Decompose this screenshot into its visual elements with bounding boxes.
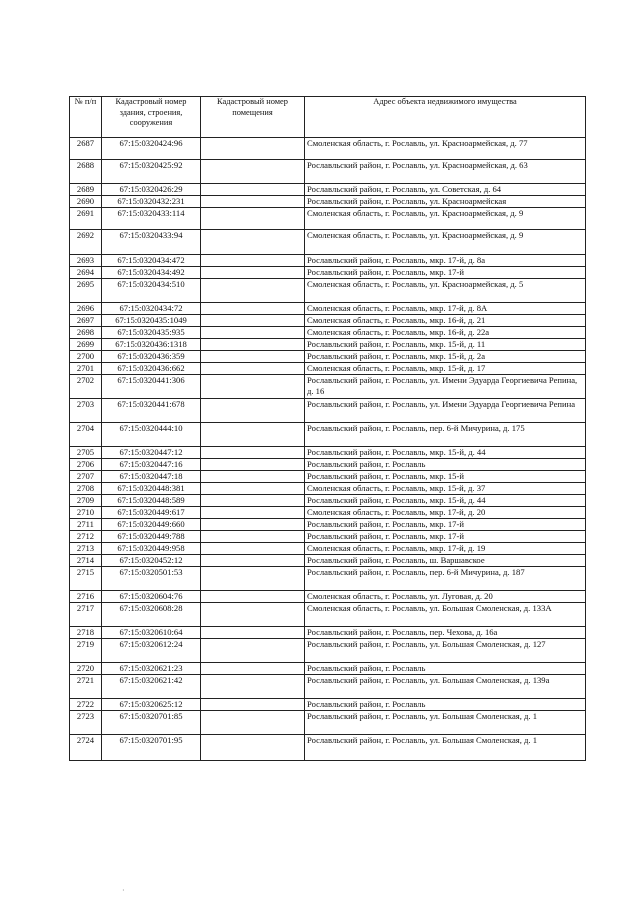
cadastral-number-building: 67:15:0320434:472 — [102, 255, 201, 267]
row-number: 2695 — [70, 279, 102, 303]
cadastral-number-room — [201, 591, 305, 603]
header-cadastral-building: Кадастровый номер здания, строения, сооружения — [102, 97, 201, 138]
table-row — [70, 447, 586, 459]
table-row — [70, 267, 586, 279]
cadastral-number-building: 67:15:0320436:1318 — [102, 339, 201, 351]
object-address: Рославльский район, г. Рославль, мкр. 15-й, д. 44 — [305, 495, 586, 507]
cadastral-number-room — [201, 160, 305, 184]
cadastral-number-building: 67:15:0320444:10 — [102, 423, 201, 447]
table-row — [70, 663, 586, 675]
table-row — [70, 543, 586, 555]
row-number: 2701 — [70, 363, 102, 375]
cadastral-number-room — [201, 184, 305, 196]
table-row — [70, 351, 586, 363]
cadastral-number-building: 67:15:0320449:617 — [102, 507, 201, 519]
cadastral-number-building: 67:15:0320621:23 — [102, 663, 201, 675]
row-number: 2722 — [70, 699, 102, 711]
object-address: Рославльский район, г. Рославль, ул. Красноармейская, д. 63 — [305, 160, 586, 184]
header-cadastral-room: Кадастровый номер помещения — [201, 97, 305, 138]
row-number: 2694 — [70, 267, 102, 279]
header-row — [70, 97, 586, 138]
object-address: Смоленская область, г. Рославль, ул. Луговая, д. 20 — [305, 591, 586, 603]
object-address: Рославльский район, г. Рославль, ул. Имени Эдуарда Георгиевича Репина, д. 16 — [305, 375, 586, 399]
row-number: 2719 — [70, 639, 102, 663]
table-row — [70, 531, 586, 543]
cadastral-number-room — [201, 423, 305, 447]
cadastral-number-building: 67:15:0320625:12 — [102, 699, 201, 711]
object-address: Смоленская область, г. Рославль, мкр. 15-й, д. 17 — [305, 363, 586, 375]
cadastral-number-room — [201, 483, 305, 495]
table-row — [70, 555, 586, 567]
cadastral-number-building: 67:15:0320452:12 — [102, 555, 201, 567]
row-number: 2688 — [70, 160, 102, 184]
table-row — [70, 567, 586, 591]
object-address: Смоленская область, г. Рославль, мкр. 17-й, д. 20 — [305, 507, 586, 519]
cadastral-number-room — [201, 507, 305, 519]
row-number: 2707 — [70, 471, 102, 483]
object-address: Рославльский район, г. Рославль, мкр. 17-й — [305, 519, 586, 531]
row-number: 2710 — [70, 507, 102, 519]
cadastral-number-room — [201, 138, 305, 160]
object-address: Рославльский район, г. Рославль, мкр. 15-й — [305, 471, 586, 483]
row-number: 2705 — [70, 447, 102, 459]
cadastral-number-building: 67:15:0320621:42 — [102, 675, 201, 699]
cadastral-number-room — [201, 208, 305, 230]
object-address: Рославльский район, г. Рославль, ш. Варшавское — [305, 555, 586, 567]
cadastral-number-building: 67:15:0320608:28 — [102, 603, 201, 627]
table-row — [70, 160, 586, 184]
cadastral-number-room — [201, 375, 305, 399]
cadastral-number-building: 67:15:0320433:114 — [102, 208, 201, 230]
object-address: Рославльский район, г. Рославль — [305, 459, 586, 471]
scan-speck: · — [122, 886, 125, 895]
row-number: 2720 — [70, 663, 102, 675]
table-row — [70, 639, 586, 663]
row-number: 2712 — [70, 531, 102, 543]
object-address: Рославльский район, г. Рославль, пер. 6-й Мичурина, д. 187 — [305, 567, 586, 591]
cadastral-number-room — [201, 459, 305, 471]
row-number: 2716 — [70, 591, 102, 603]
table-row — [70, 208, 586, 230]
cadastral-number-room — [201, 567, 305, 591]
table-row — [70, 495, 586, 507]
cadastral-number-room — [201, 279, 305, 303]
table-row — [70, 184, 586, 196]
row-number: 2711 — [70, 519, 102, 531]
table-row — [70, 138, 586, 160]
table-row — [70, 519, 586, 531]
row-number: 2713 — [70, 543, 102, 555]
object-address: Рославльский район, г. Рославль, мкр. 15-й, д. 2а — [305, 351, 586, 363]
row-number: 2706 — [70, 459, 102, 471]
row-number: 2723 — [70, 711, 102, 735]
row-number: 2700 — [70, 351, 102, 363]
cadastral-number-building: 67:15:0320501:53 — [102, 567, 201, 591]
row-number: 2714 — [70, 555, 102, 567]
cadastral-number-building: 67:15:0320435:935 — [102, 327, 201, 339]
header-number: № п/п — [70, 97, 102, 138]
cadastral-number-building: 67:15:0320448:381 — [102, 483, 201, 495]
table-row — [70, 699, 586, 711]
cadastral-number-building: 67:15:0320436:662 — [102, 363, 201, 375]
row-number: 2704 — [70, 423, 102, 447]
cadastral-number-room — [201, 315, 305, 327]
cadastral-number-room — [201, 531, 305, 543]
object-address: Смоленская область, г. Рославль, мкр. 17-й, д. 8А — [305, 303, 586, 315]
table-row — [70, 507, 586, 519]
cadastral-number-building: 67:15:0320448:589 — [102, 495, 201, 507]
cadastral-number-room — [201, 675, 305, 699]
row-number: 2693 — [70, 255, 102, 267]
cadastral-number-room — [201, 603, 305, 627]
cadastral-number-building: 67:15:0320432:231 — [102, 196, 201, 208]
row-number: 2696 — [70, 303, 102, 315]
row-number: 2692 — [70, 230, 102, 255]
cadastral-table — [69, 96, 586, 761]
object-address: Смоленская область, г. Рославль, мкр. 16-й, д. 21 — [305, 315, 586, 327]
cadastral-number-building: 67:15:0320434:72 — [102, 303, 201, 315]
object-address: Рославльский район, г. Рославль, пер. Чехова, д. 16а — [305, 627, 586, 639]
row-number: 2709 — [70, 495, 102, 507]
row-number: 2717 — [70, 603, 102, 627]
cadastral-number-building: 67:15:0320610:64 — [102, 627, 201, 639]
object-address: Рославльский район, г. Рославль, ул. Большая Смоленская, д. 1 — [305, 711, 586, 735]
object-address: Рославльский район, г. Рославль, ул. Большая Смоленская, д. 127 — [305, 639, 586, 663]
cadastral-number-room — [201, 495, 305, 507]
object-address: Смоленская область, г. Рославль, мкр. 15-й, д. 37 — [305, 483, 586, 495]
cadastral-number-building: 67:15:0320612:24 — [102, 639, 201, 663]
cadastral-number-building: 67:15:0320425:92 — [102, 160, 201, 184]
cadastral-number-building: 67:15:0320701:85 — [102, 711, 201, 735]
cadastral-number-building: 67:15:0320449:958 — [102, 543, 201, 555]
object-address: Рославльский район, г. Рославль, ул. Большая Смоленская, д. 1 — [305, 735, 586, 761]
table-row — [70, 675, 586, 699]
table-row — [70, 735, 586, 761]
cadastral-number-building: 67:15:0320426:29 — [102, 184, 201, 196]
header-address: Адрес объекта недвижимого имущества — [305, 97, 586, 138]
object-address: Рославльский район, г. Рославль, мкр. 17-й, д. 8а — [305, 255, 586, 267]
table-row — [70, 230, 586, 255]
cadastral-number-building: 67:15:0320604:76 — [102, 591, 201, 603]
object-address: Смоленская область, г. Рославль, ул. Красноармейская, д. 5 — [305, 279, 586, 303]
table-row — [70, 255, 586, 267]
row-number: 2702 — [70, 375, 102, 399]
table-row — [70, 339, 586, 351]
object-address: Рославльский район, г. Рославль — [305, 699, 586, 711]
cadastral-number-room — [201, 519, 305, 531]
table-row — [70, 423, 586, 447]
cadastral-number-building: 67:15:0320433:94 — [102, 230, 201, 255]
table-body — [70, 138, 586, 761]
object-address: Смоленская область, г. Рославль, ул. Красноармейская, д. 9 — [305, 208, 586, 230]
cadastral-number-room — [201, 735, 305, 761]
object-address: Рославльский район, г. Рославль, ул. Большая Смоленская, д. 139а — [305, 675, 586, 699]
object-address: Рославльский район, г. Рославль, мкр. 15-й, д. 44 — [305, 447, 586, 459]
row-number: 2724 — [70, 735, 102, 761]
table-row — [70, 711, 586, 735]
object-address: Смоленская область, г. Рославль, ул. Большая Смоленская, д. 133А — [305, 603, 586, 627]
row-number: 2708 — [70, 483, 102, 495]
cadastral-number-building: 67:15:0320447:16 — [102, 459, 201, 471]
cadastral-number-building: 67:15:0320434:510 — [102, 279, 201, 303]
table-row — [70, 627, 586, 639]
row-number: 2699 — [70, 339, 102, 351]
cadastral-number-room — [201, 639, 305, 663]
row-number: 2718 — [70, 627, 102, 639]
row-number: 2687 — [70, 138, 102, 160]
cadastral-number-building: 67:15:0320424:96 — [102, 138, 201, 160]
row-number: 2689 — [70, 184, 102, 196]
table-row — [70, 327, 586, 339]
cadastral-number-building: 67:15:0320435:1049 — [102, 315, 201, 327]
cadastral-number-room — [201, 555, 305, 567]
table-row — [70, 399, 586, 423]
cadastral-number-room — [201, 196, 305, 208]
row-number: 2721 — [70, 675, 102, 699]
cadastral-number-room — [201, 399, 305, 423]
row-number: 2715 — [70, 567, 102, 591]
cadastral-number-room — [201, 255, 305, 267]
cadastral-number-building: 67:15:0320449:660 — [102, 519, 201, 531]
cadastral-number-room — [201, 663, 305, 675]
object-address: Рославльский район, г. Рославль, мкр. 17-й — [305, 267, 586, 279]
cadastral-number-building: 67:15:0320447:18 — [102, 471, 201, 483]
cadastral-number-room — [201, 543, 305, 555]
cadastral-number-building: 67:15:0320434:492 — [102, 267, 201, 279]
cadastral-number-room — [201, 627, 305, 639]
object-address: Рославльский район, г. Рославль, мкр. 17-й — [305, 531, 586, 543]
cadastral-number-room — [201, 327, 305, 339]
table-row — [70, 196, 586, 208]
cadastral-number-building: 67:15:0320701:95 — [102, 735, 201, 761]
table-row — [70, 375, 586, 399]
cadastral-number-room — [201, 267, 305, 279]
row-number: 2691 — [70, 208, 102, 230]
object-address: Рославльский район, г. Рославль, ул. Красноармейская — [305, 196, 586, 208]
table-row — [70, 459, 586, 471]
cadastral-number-room — [201, 447, 305, 459]
object-address: Смоленская область, г. Рославль, мкр. 16-й, д. 22а — [305, 327, 586, 339]
table-row — [70, 483, 586, 495]
table-row — [70, 315, 586, 327]
object-address: Смоленская область, г. Рославль, мкр. 17-й, д. 19 — [305, 543, 586, 555]
row-number: 2697 — [70, 315, 102, 327]
cadastral-number-room — [201, 303, 305, 315]
row-number: 2698 — [70, 327, 102, 339]
cadastral-number-building: 67:15:0320441:306 — [102, 375, 201, 399]
object-address: Рославльский район, г. Рославль — [305, 663, 586, 675]
table-row — [70, 279, 586, 303]
cadastral-number-building: 67:15:0320436:359 — [102, 351, 201, 363]
cadastral-number-building: 67:15:0320449:788 — [102, 531, 201, 543]
cadastral-number-building: 67:15:0320441:678 — [102, 399, 201, 423]
cadastral-number-room — [201, 339, 305, 351]
table-row — [70, 303, 586, 315]
table-row — [70, 363, 586, 375]
object-address: Рославльский район, г. Рославль, ул. Советская, д. 64 — [305, 184, 586, 196]
object-address: Рославльский район, г. Рославль, пер. 6-й Мичурина, д. 175 — [305, 423, 586, 447]
object-address: Рославльский район, г. Рославль, ул. Имени Эдуарда Георгиевича Репина — [305, 399, 586, 423]
row-number: 2703 — [70, 399, 102, 423]
table-row — [70, 471, 586, 483]
object-address: Смоленская область, г. Рославль, ул. Красноармейская, д. 9 — [305, 230, 586, 255]
cadastral-number-building: 67:15:0320447:12 — [102, 447, 201, 459]
object-address: Рославльский район, г. Рославль, мкр. 15-й, д. 11 — [305, 339, 586, 351]
table-row — [70, 591, 586, 603]
table-row — [70, 603, 586, 627]
cadastral-number-room — [201, 351, 305, 363]
cadastral-number-room — [201, 230, 305, 255]
object-address: Смоленская область, г. Рославль, ул. Красноармейская, д. 77 — [305, 138, 586, 160]
row-number: 2690 — [70, 196, 102, 208]
cadastral-number-room — [201, 471, 305, 483]
cadastral-number-room — [201, 699, 305, 711]
cadastral-number-room — [201, 711, 305, 735]
cadastral-number-room — [201, 363, 305, 375]
